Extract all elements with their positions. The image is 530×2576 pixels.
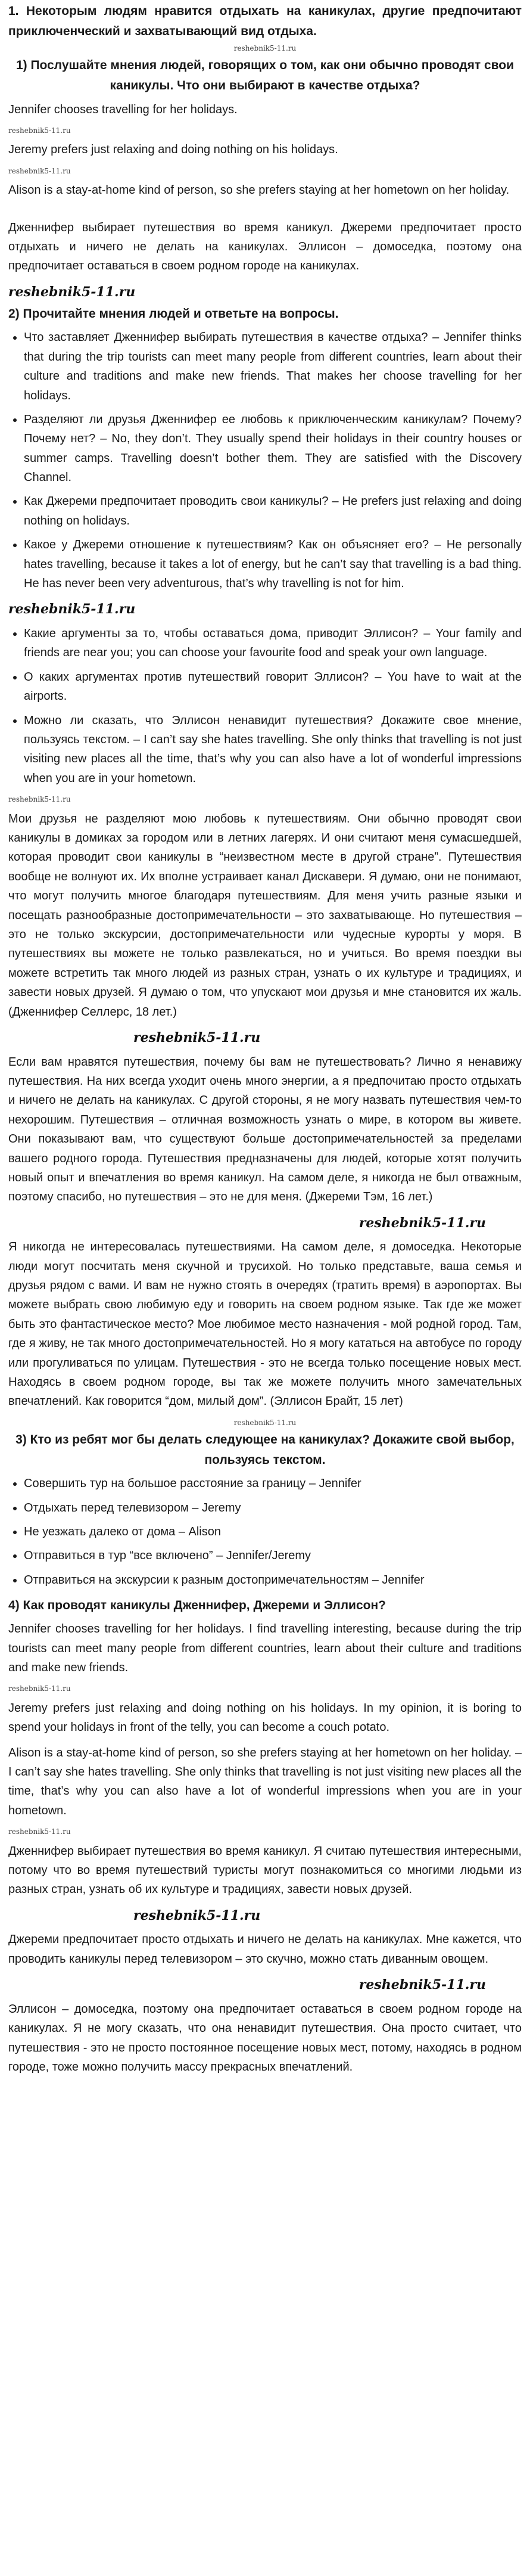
jeremy-text: Если вам нравятся путешествия, почему бы вам не путешествовать? Лично я ненавижу путешествия. На них всегда уходит очень много энергии, а я предпочитаю просто отдыхать и ничего не делать на каникулах. С другой стороны, я не могу назвать путешествия чем-то нехорошим. Путешествия – отличная возможность узнать о мире, в котором вы живете. Они показывают вам, что существуют больше достопримечательностей за пределами вашего родного города. Путешествия предназначены для людей, которые хотят получить новый опыт и впечатления во время каникул. На самом деле, я никогда не был отважным, поэтому спасибо, но путешествия – это не для меня. (Джереми Тэм, 16 лет.) bbox=[8, 1055, 522, 1204]
task1-en-jeremy: Jeremy prefers just relaxing and doing nothing on his holidays. bbox=[8, 143, 338, 157]
list-item: • Как Джереми предпочитает проводить свои каникулы? – He prefers just relaxing and doing nothing on holidays. bbox=[24, 492, 522, 530]
watermark: reshebnik5-11.ru bbox=[233, 44, 297, 53]
task1-en-jennifer: Jennifer chooses travelling for her holidays. bbox=[8, 103, 238, 116]
jennifer-text: Мои друзья не разделяют мою любовь к путешествиям. Они обычно проводят свои каникулы в домиках за городом или в летних лагерях. И они считают меня сумасшедшей, которая проводит свои каникулы в “неизвестном месте в другой стране”. Путешествия вообще не волнуют их. Их вполне устраивает канал Дискавери. Я думаю, они не понимают, что могут получить многое благодаря путешествиям. Для меня учить разные языки и посещать разнообразные достопримечательности – это захватывающе. Но путешествия – это не только экскурсии, достопримечательности или чудесные курорты у моря. В путешествиях вы можете не только развлекаться, но и учиться. Во время поездки вы можете встретить так много людей из разных стран, узнать о их культуре и традициях, и завести новых друзей. Я думаю о том, что упускают мои друзья и мне становится их жаль. (Дженнифер Селлерс, 18 лет.) bbox=[8, 812, 522, 1019]
list-item: • Что заставляет Дженнифер выбирать путешествия в качестве отдыха? – Jennifer thinks that during the trip tourists can meet many people from different countries, learn about their culture and traditions and make new friends. That makes her choose travelling for her holidays. bbox=[24, 328, 522, 405]
list-item: • Не уезжать далеко от дома – Alison bbox=[24, 1522, 522, 1541]
list-item: • Отправиться на экскурсии к разным достопримечательностям – Jennifer bbox=[24, 1571, 522, 1590]
task4-title: 4) Как проводят каникулы Дженнифер, Джереми и Эллисон? bbox=[8, 1599, 386, 1613]
list-item: • Отправиться в тур “все включено” – Jennifer/Jeremy bbox=[24, 1546, 522, 1565]
watermark: reshebnik5-11.ru bbox=[133, 1907, 261, 1923]
watermark: reshebnik5-11.ru bbox=[233, 1418, 297, 1427]
list-item: • Можно ли сказать, что Эллисон ненавидит путешествия? Докажите свое мнение, пользуясь текстом. – I can’t say she hates travelling. She only thinks that travelling is not just visiting new places all the time, that’s why you can also have a lot of wonderful impressions when you are in your hometown. bbox=[24, 711, 522, 789]
watermark: reshebnik5-11.ru bbox=[8, 601, 136, 617]
watermark: reshebnik5-11.ru bbox=[133, 1029, 261, 1045]
watermark: reshebnik5-11.ru bbox=[8, 795, 71, 804]
task2-list-cont bbox=[8, 624, 522, 788]
watermark: reshebnik5-11.ru bbox=[8, 1684, 71, 1693]
task1-question: 1) Послушайте мнения людей, говорящих о том, как они обычно проводят свои каникулы. Что они выбирают в качестве отдыха? bbox=[15, 58, 515, 93]
list-item: • Отдыхать перед телевизором – Jeremy bbox=[24, 1498, 522, 1517]
list-item: • Разделяют ли друзья Дженнифер ее любовь к приключенческим каникулам? Почему? Почему нет? – No, they don’t. They usually spend their holidays in their country houses or summer camps. Travelling doesn’t bother them. They are satisfied with the Discovery Channel. bbox=[24, 410, 522, 488]
task4-ru-alison: Эллисон – домоседка, поэтому она предпочитает оставаться в своем родном городе на каникулах. Я не могу сказать, что она ненавидит путешествия. Она просто считает, что путешествия - это не просто постоянное посещение новых мест, потому, находясь в родном городе, тоже можно получить массу прекрасных впечатлений. bbox=[8, 2002, 522, 2074]
task4-ru-jeremy: Джереми предпочитает просто отдыхать и ничего не делать на каникулах. Мне кажется, что проводить каникулы перед телевизором – это скучно, можно стать диванным овощем. bbox=[8, 1933, 522, 1966]
list-item: • Какие аргументы за то, чтобы оставаться дома, приводит Эллисон? – Your family and friends are near you; you can choose your favourite food and speak your own language. bbox=[24, 624, 522, 663]
task2-list bbox=[8, 328, 522, 593]
alison-text: Я никогда не интересовалась путешествиями. На самом деле, я домоседка. Некоторые люди могут посчитать меня скучной и трусихой. Но только представьте, ваша семья и друзья рядом с вами. И вам не нужно стоять в очередях (тратить время) в аэропортах. Вы можете выбрать свою любимую еду и говорить на своем родном языке. Так где же может быть это фантастическое место? Мое любимое место назначения - мой родной город. Там, где я живу, не так много достопримечательностей. Но я могу кататься на автобусе по городу или прогуливаться по улицам. Путешествия - это не всегда только посещение новых мест. Находясь в своем родном городе, вы так же можете получить много замечательных впечатлений. Как говорится “дом, милый дом”. (Эллисон Брайт, 15 лет) bbox=[8, 1240, 522, 1408]
watermark: reshebnik5-11.ru bbox=[8, 166, 71, 175]
watermark: reshebnik5-11.ru bbox=[8, 1827, 71, 1836]
task3-title: 3) Кто из ребят мог бы делать следующее на каникулах? Докажите свой выбор, пользуясь текстом. bbox=[15, 1433, 515, 1467]
list-item: • Какое у Джереми отношение к путешествиям? Как он объясняет его? – He personally hates travelling, because it takes a lot of energy, but he can’t say that travelling is a bad thing. He has never been very adventurous, that’s why travelling is not for him. bbox=[24, 535, 522, 593]
watermark: reshebnik5-11.ru bbox=[8, 126, 71, 135]
task3-list bbox=[8, 1474, 522, 1590]
watermark: reshebnik5-11.ru bbox=[8, 284, 136, 300]
task1-title: 1. Некоторым людям нравится отдыхать на каникулах, другие предпочитают приключенческий и захватывающий вид отдыха. bbox=[8, 4, 522, 39]
watermark: reshebnik5-11.ru bbox=[358, 1977, 486, 1993]
task1-ru: Дженнифер выбирает путешествия во время каникул. Джереми предпочитает просто отдыхать и ничего не делать на каникулах. Эллисон – домоседка, поэтому она предпочитает оставаться в своем родном городе на каникулах. bbox=[8, 221, 522, 273]
list-item: • О каких аргументах против путешествий говорит Эллисон? – You have to wait at the airports. bbox=[24, 668, 522, 706]
list-item: • Совершить тур на большое расстояние за границу – Jennifer bbox=[24, 1474, 522, 1493]
task1-en-alison: Alison is a stay-at-home kind of person, so she prefers staying at her hometown on her holiday. bbox=[8, 184, 510, 197]
task4-en-alison: Alison is a stay-at-home kind of person, so she prefers staying at her hometown on her holiday. – I can’t say she hates travelling. She only thinks that travelling is not just visiting new places all the time, that’s why you can also have a lot of wonderful impressions when you are in your hometown. bbox=[8, 1746, 522, 1817]
watermark: reshebnik5-11.ru bbox=[358, 1215, 486, 1231]
task4-en-jeremy: Jeremy prefers just relaxing and doing nothing on his holidays. In my opinion, it is boring to spend your holidays in front of the telly, you can become a couch potato. bbox=[8, 1701, 522, 1734]
task2-title: 2) Прочитайте мнения людей и ответьте на вопросы. bbox=[8, 307, 339, 321]
task4-ru-jennifer: Дженнифер выбирает путешествия во время каникул. Я считаю путешествия интересными, потому что во время путешествий туристы могут познакомиться со многими людьми из разных стран, узнать об их культуре и традициях, завести новых друзей. bbox=[8, 1844, 522, 1897]
task4-en-jennifer: Jennifer chooses travelling for her holidays. I find travelling interesting, because during the trip tourists can meet many people from different countries, learn about their culture and traditions and make new friends. bbox=[8, 1622, 522, 1675]
